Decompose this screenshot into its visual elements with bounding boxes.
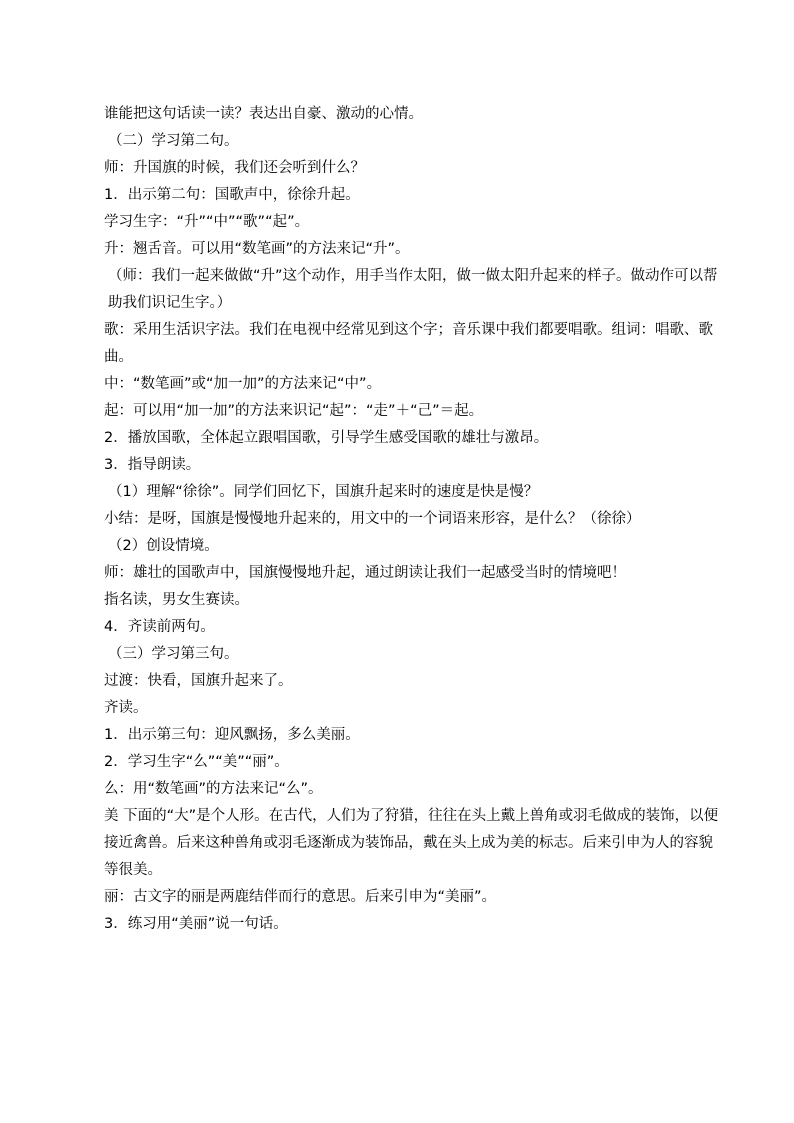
paragraph-5: 学习生字：“升”“中”“歌”“起”。 [104,214,310,230]
paragraph-16: 师：雄壮的国歌声中，国旗慢慢地升起，通过朗读让我们一起感受当时的情境吧！ [104,565,626,581]
paragraph-10: 起：可以用“加一加”的方法来识记“起”：“走”＋“己”＝起。 [104,403,484,419]
section-heading-3: （三）学习第三句。 [108,646,239,662]
paragraph-8: 歌：采用生活识字法。我们在电视中经常见到这个字；音乐课中我们都要唱歌。组词：唱歌、歌曲。 [104,322,713,365]
document-body [104,101,724,938]
paragraph-12: 3．指导朗读。 [104,457,201,473]
paragraph-22: 1．出示第三句：迎风飘扬，多么美丽。 [104,727,360,743]
paragraph-9: 中：“数笔画”或“加一加”的方法来记“中”。 [104,376,382,392]
paragraph-1: 谁能把这句话读一读？表达出自豪、激动的心情。 [104,106,423,122]
paragraph-7: （师：我们一起来做做“升”这个动作，用手当作太阳，做一做太阳升起来的样子。做动作可以帮助我们识记生字。） [108,268,718,311]
paragraph-3: 师：升国旗的时候，我们还会听到什么？ [104,160,365,176]
paragraph-14: 小结：是呀，国旗是慢慢地升起来的，用文中的一个词语来形容，是什么？（徐徐） [104,511,641,527]
paragraph-24: 么：用“数笔画”的方法来记“么”。 [104,781,323,797]
paragraph-6: 升：翘舌音。可以用“数笔画”的方法来记“升”。 [104,241,410,257]
section-heading-2: （二）学习第二句。 [108,133,239,149]
paragraph-15: （2）创设情境。 [108,538,219,554]
paragraph-27: 3．练习用“美丽”说一句话。 [104,916,288,932]
paragraph-11: 2．播放国歌，全体起立跟唱国歌，引导学生感受国歌的雄壮与激昂。 [104,430,549,446]
paragraph-21: 齐读。 [104,700,148,716]
paragraph-13: （1）理解“徐徐”。同学们回忆下，国旗升起来时的速度是快是慢？ [108,484,539,500]
paragraph-23: 2．学习生字“么”“美”“丽”。 [104,754,289,770]
paragraph-4: 1．出示第二句：国歌声中，徐徐升起。 [104,187,360,203]
paragraph-18: 4．齐读前两句。 [104,619,215,635]
paragraph-17: 指名读，男女生赛读。 [104,592,249,608]
paragraph-26: 丽：古文字的丽是两鹿结伴而行的意思。后来引申为“美丽”。 [104,889,497,905]
paragraph-25: 美 下面的“大”是个人形。在古代，人们为了狩猎，往往在头上戴上兽角或羽毛做成的装饰，以便接近禽兽。后来这种兽角或羽毛逐渐成为装饰品，戴在头上成为美的标志。后来引申为人的容貌等很美。 [104,808,719,878]
paragraph-20: 过渡：快看，国旗升起来了。 [104,673,293,689]
